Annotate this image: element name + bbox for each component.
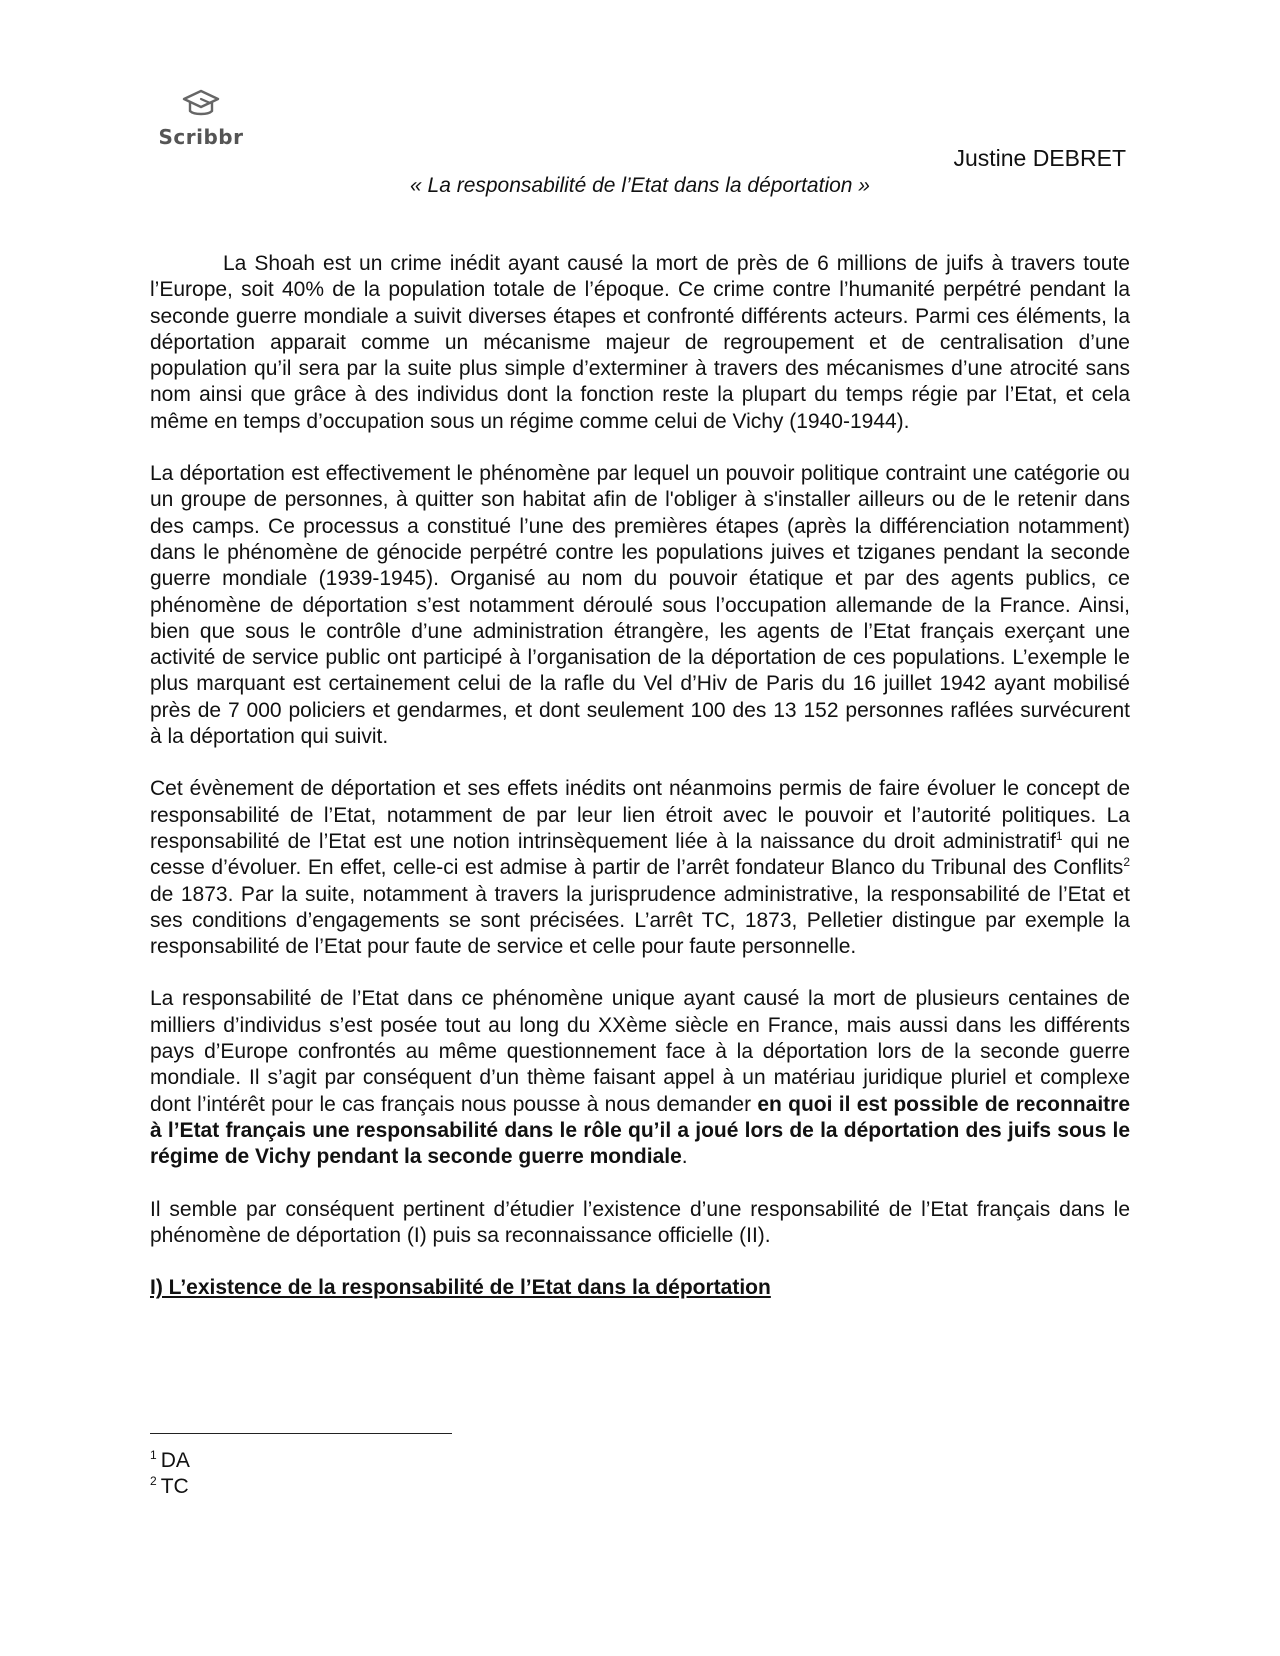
logo-text: Scribbr bbox=[158, 125, 244, 149]
footnote-ref-1: 1 bbox=[1055, 828, 1063, 843]
graduation-cap-icon bbox=[180, 88, 222, 124]
footnote-ref-2: 2 bbox=[1123, 855, 1130, 870]
footnote-2 bbox=[150, 1474, 190, 1500]
paragraph-2: La déportation est effectivement le phénomène par lequel un pouvoir politique contraint une catégorie ou un groupe de personnes, à quitter son habitat afin de l'obliger à s'installer ailleurs ou de le retenir dans des camps. Ce processus a constitué l’une des premières étapes (après la différenciation notamment) dans le phénomène de génocide perpétré contre les populations juives et tziganes pendant la seconde guerre mondiale (1939-1945). Organisé au nom du pouvoir étatique et par des agents publics, ce phénomène de déportation s’est notamment déroulé sous l’occupation allemande de la France. Ainsi, bien que sous le contrôle d’une administration étrangère, les agents de l’Etat français exerçant une activité de service public ont participé à l’organisation de la déportation de ces populations. L’exemple le plus marquant est certainement celui de la rafle du Vel d’Hiv de Paris du 16 juillet 1942 ayant mobilisé près de 7 000 policiers et gendarmes, et dont seulement 100 des 13 152 personnes raflées survécurent à la déportation qui suivit. bbox=[150, 462, 1130, 749]
footnote-text: DA bbox=[160, 1449, 190, 1472]
paragraph-3-text-a: Cet évènement de déportation et ses effets inédits ont néanmoins permis de faire évoluer le concept de responsabilité de l’Etat, notamment de par leur lien étroit avec le pouvoir et l’autorité politiques. La responsabilité de l’Etat est une notion intrinsèquement liée à la naissance du droit administratif bbox=[150, 777, 1130, 853]
paragraph-3-text-b: qui ne cesse d’évoluer. En effet, celle-ci est admise à partir de l’arrêt fondateur Blanco du Tribunal des Conflits bbox=[150, 829, 1130, 880]
paragraph-3-text-c: de 1873. Par la suite, notamment à travers la jurisprudence administrative, la responsabilité de l’Etat et ses conditions d’engagements se sont précisées. L’arrêt TC, 1873, Pelletier distingue par exemple la responsabilité de l’Etat pour faute de service et celle pour faute personnelle. bbox=[150, 882, 1130, 959]
footnote-number: 1 bbox=[150, 1448, 157, 1462]
paragraph-4-text: La responsabilité de l’Etat dans ce phénomène unique ayant causé la mort de plusieurs centaines de milliers d’individus s’est posée tout au long du XXème siècle en France, mais aussi dans les différents pays d’Europe confrontés au même questionnement face à la déportation lors de la seconde guerre mondiale. Il s’agit par conséquent d’un thème faisant appel à un matériau juridique pluriel et complexe dont l’intérêt pour le cas français nous pousse à nous demander bbox=[150, 987, 1130, 1116]
research-question: en quoi il est possible de reconnaitre à l’Etat français une responsabilité dans le rôle qu’il a joué lors de la déportation des juifs sous le régime de Vichy pendant la seconde guerre mondiale bbox=[150, 1092, 1130, 1169]
scribbr-logo bbox=[156, 88, 246, 149]
footnotes bbox=[150, 1448, 190, 1500]
footnote-1 bbox=[150, 1448, 190, 1474]
paragraph-4 bbox=[150, 986, 1130, 1170]
footnote-text: TC bbox=[160, 1475, 189, 1498]
footnote-separator bbox=[150, 1433, 452, 1434]
paragraph-4-end: . bbox=[681, 1145, 688, 1169]
paragraph-5: Il semble par conséquent pertinent d’étudier l’existence d’une responsabilité de l’Etat français dans le phénomène de déportation (I) puis sa reconnaissance officielle (II). bbox=[150, 1197, 1130, 1247]
document-body bbox=[150, 251, 1130, 1301]
paragraph-3 bbox=[150, 776, 1130, 960]
footnote-number: 2 bbox=[150, 1474, 157, 1488]
paragraph-1: La Shoah est un crime inédit ayant causé la mort de près de 6 millions de juifs à travers toute l’Europe, soit 40% de la population totale de l’époque. Ce crime contre l’humanité perpétré pendant la seconde guerre mondiale a suivit diverses étapes et confronté différents acteurs. Parmi ces éléments, la déportation apparait comme un mécanisme majeur de regroupement et de centralisation d’une population qu’il sera par la suite plus simple d’exterminer à travers des mécanismes d’une atrocité sans nom ainsi que grâce à des individus dont la fonction reste la plupart du temps régie par l’Etat, et cela même en temps d’occupation sous un régime comme celui de Vichy (1940-1944). bbox=[150, 252, 1130, 433]
document-title: « La responsabilité de l’Etat dans la déportation » bbox=[410, 174, 870, 197]
author-name: Justine DEBRET bbox=[953, 145, 1126, 171]
section-heading-1: I) L’existence de la responsabilité de l’Etat dans la déportation bbox=[150, 1276, 771, 1300]
